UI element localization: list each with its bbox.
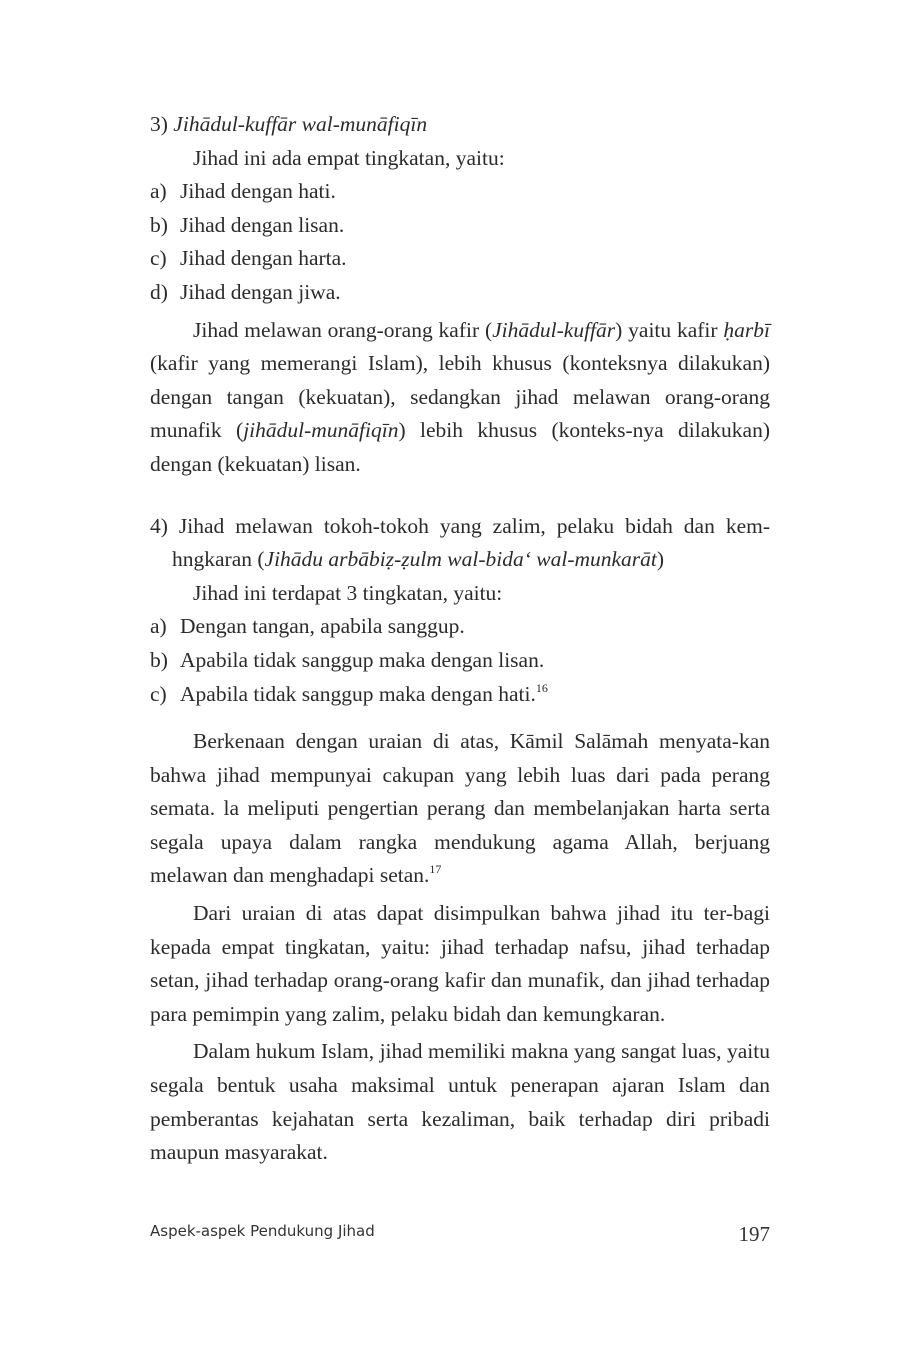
section-3-title: Jihādul-kuffār wal-munāfiqīn — [173, 112, 428, 136]
list-item — [150, 678, 770, 712]
list-item — [150, 276, 770, 310]
section-3-intro: Jihad ini ada empat tingkatan, yaitu: — [193, 145, 505, 170]
list-text: Jihad dengan lisan. — [180, 212, 345, 237]
section-4-heading — [150, 510, 770, 577]
paragraph-text: (kafir yang memerangi Islam), lebih khusus (konteksnya dilakukan) dengan tangan (kekuatan), sedangkan jihad melawan orang-orang munafik ( — [150, 351, 770, 443]
italic-term: jihādul-munāfiqīn — [243, 418, 399, 443]
list-item — [150, 644, 770, 678]
list-text: Apabila tidak sanggup maka dengan lisan. — [180, 647, 545, 672]
body-paragraph — [150, 725, 770, 893]
list-item — [150, 242, 770, 276]
list-label: a) — [150, 614, 167, 639]
list-item — [150, 175, 770, 209]
running-title: Aspek-aspek Pendukung Jihad — [150, 1222, 375, 1240]
section-4-intro: Jihad ini terdapat 3 tingkatan, yaitu: — [193, 580, 503, 605]
list-label: b) — [150, 647, 168, 672]
list-label: c) — [150, 246, 167, 271]
list-text — [180, 678, 770, 712]
page-footer — [150, 1222, 770, 1247]
list-text: Jihad dengan harta. — [180, 246, 347, 271]
italic-term: Jihādu arbābiẓ-ẓulm wal-bida‘ wal-munkarāt — [264, 547, 657, 572]
body-paragraph: Dari uraian di atas dapat disimpulkan bahwa jihad itu ter-bagi kepada empat tingkatan, yaitu: jihad terhadap nafsu, jihad terhadap setan, jihad terhadap orang-orang kafir dan munafik, dan jihad terhadap para pemimpin yang zalim, pelaku bidah dan kemungkaran. — [150, 901, 770, 1026]
paragraph-text: Jihad melawan orang-orang kafir ( — [193, 317, 493, 342]
list-label: b) — [150, 212, 168, 237]
page-number: 197 — [738, 1222, 770, 1246]
list-item — [150, 610, 770, 644]
italic-term: ḥarbī — [723, 317, 770, 342]
page-body — [150, 108, 770, 1170]
section-4-title-text: Jihad melawan tokoh-tokoh yang zalim, pelaku bidah dan kem-hngkaran ( — [167, 513, 770, 572]
list-label: d) — [150, 279, 168, 304]
list-text-body: Apabila tidak sanggup maka dengan hati. — [180, 681, 536, 706]
list-label: a) — [150, 179, 167, 204]
list-label: c) — [150, 681, 167, 706]
section-3-number: 3) — [150, 112, 168, 136]
list-text: Dengan tangan, apabila sanggup. — [180, 614, 465, 639]
section-3-paragraph — [150, 314, 770, 482]
section-4-title-text: ) — [656, 547, 665, 572]
list-text: Jihad dengan hati. — [180, 179, 336, 204]
italic-term: Jihādul-kuffār — [492, 317, 616, 342]
list-item — [150, 209, 770, 243]
section-4-number: 4) — [150, 513, 168, 538]
list-text: Jihad dengan jiwa. — [180, 279, 341, 304]
footnote-ref[interactable]: 17 — [429, 862, 442, 877]
body-paragraph: Dalam hukum Islam, jihad memiliki makna yang sangat luas, yaitu segala bentuk usaha maksimal untuk penerapan ajaran Islam dan pemberantas kejahatan serta kezaliman, baik terhadap diri pribadi maupun masyarakat. — [150, 1039, 770, 1165]
paragraph-text: Berkenaan dengan uraian di atas, Kāmil Salāmah menyata-kan bahwa jihad mempunyai cakupan yang lebih luas dari pada perang semata. la meliputi pengertian perang dan membelanjakan harta serta segala upaya dalam rangka mendukung agama Allah, berjuang melawan dan menghadapi setan. — [150, 729, 770, 888]
footnote-ref[interactable]: 16 — [535, 680, 548, 695]
section-3-heading — [150, 108, 770, 142]
paragraph-text: ) yaitu kafir — [615, 317, 724, 342]
paragraph-text: ) lebih khusus (konteks-nya dilakukan) dengan (kekuatan) lisan. — [150, 418, 771, 476]
